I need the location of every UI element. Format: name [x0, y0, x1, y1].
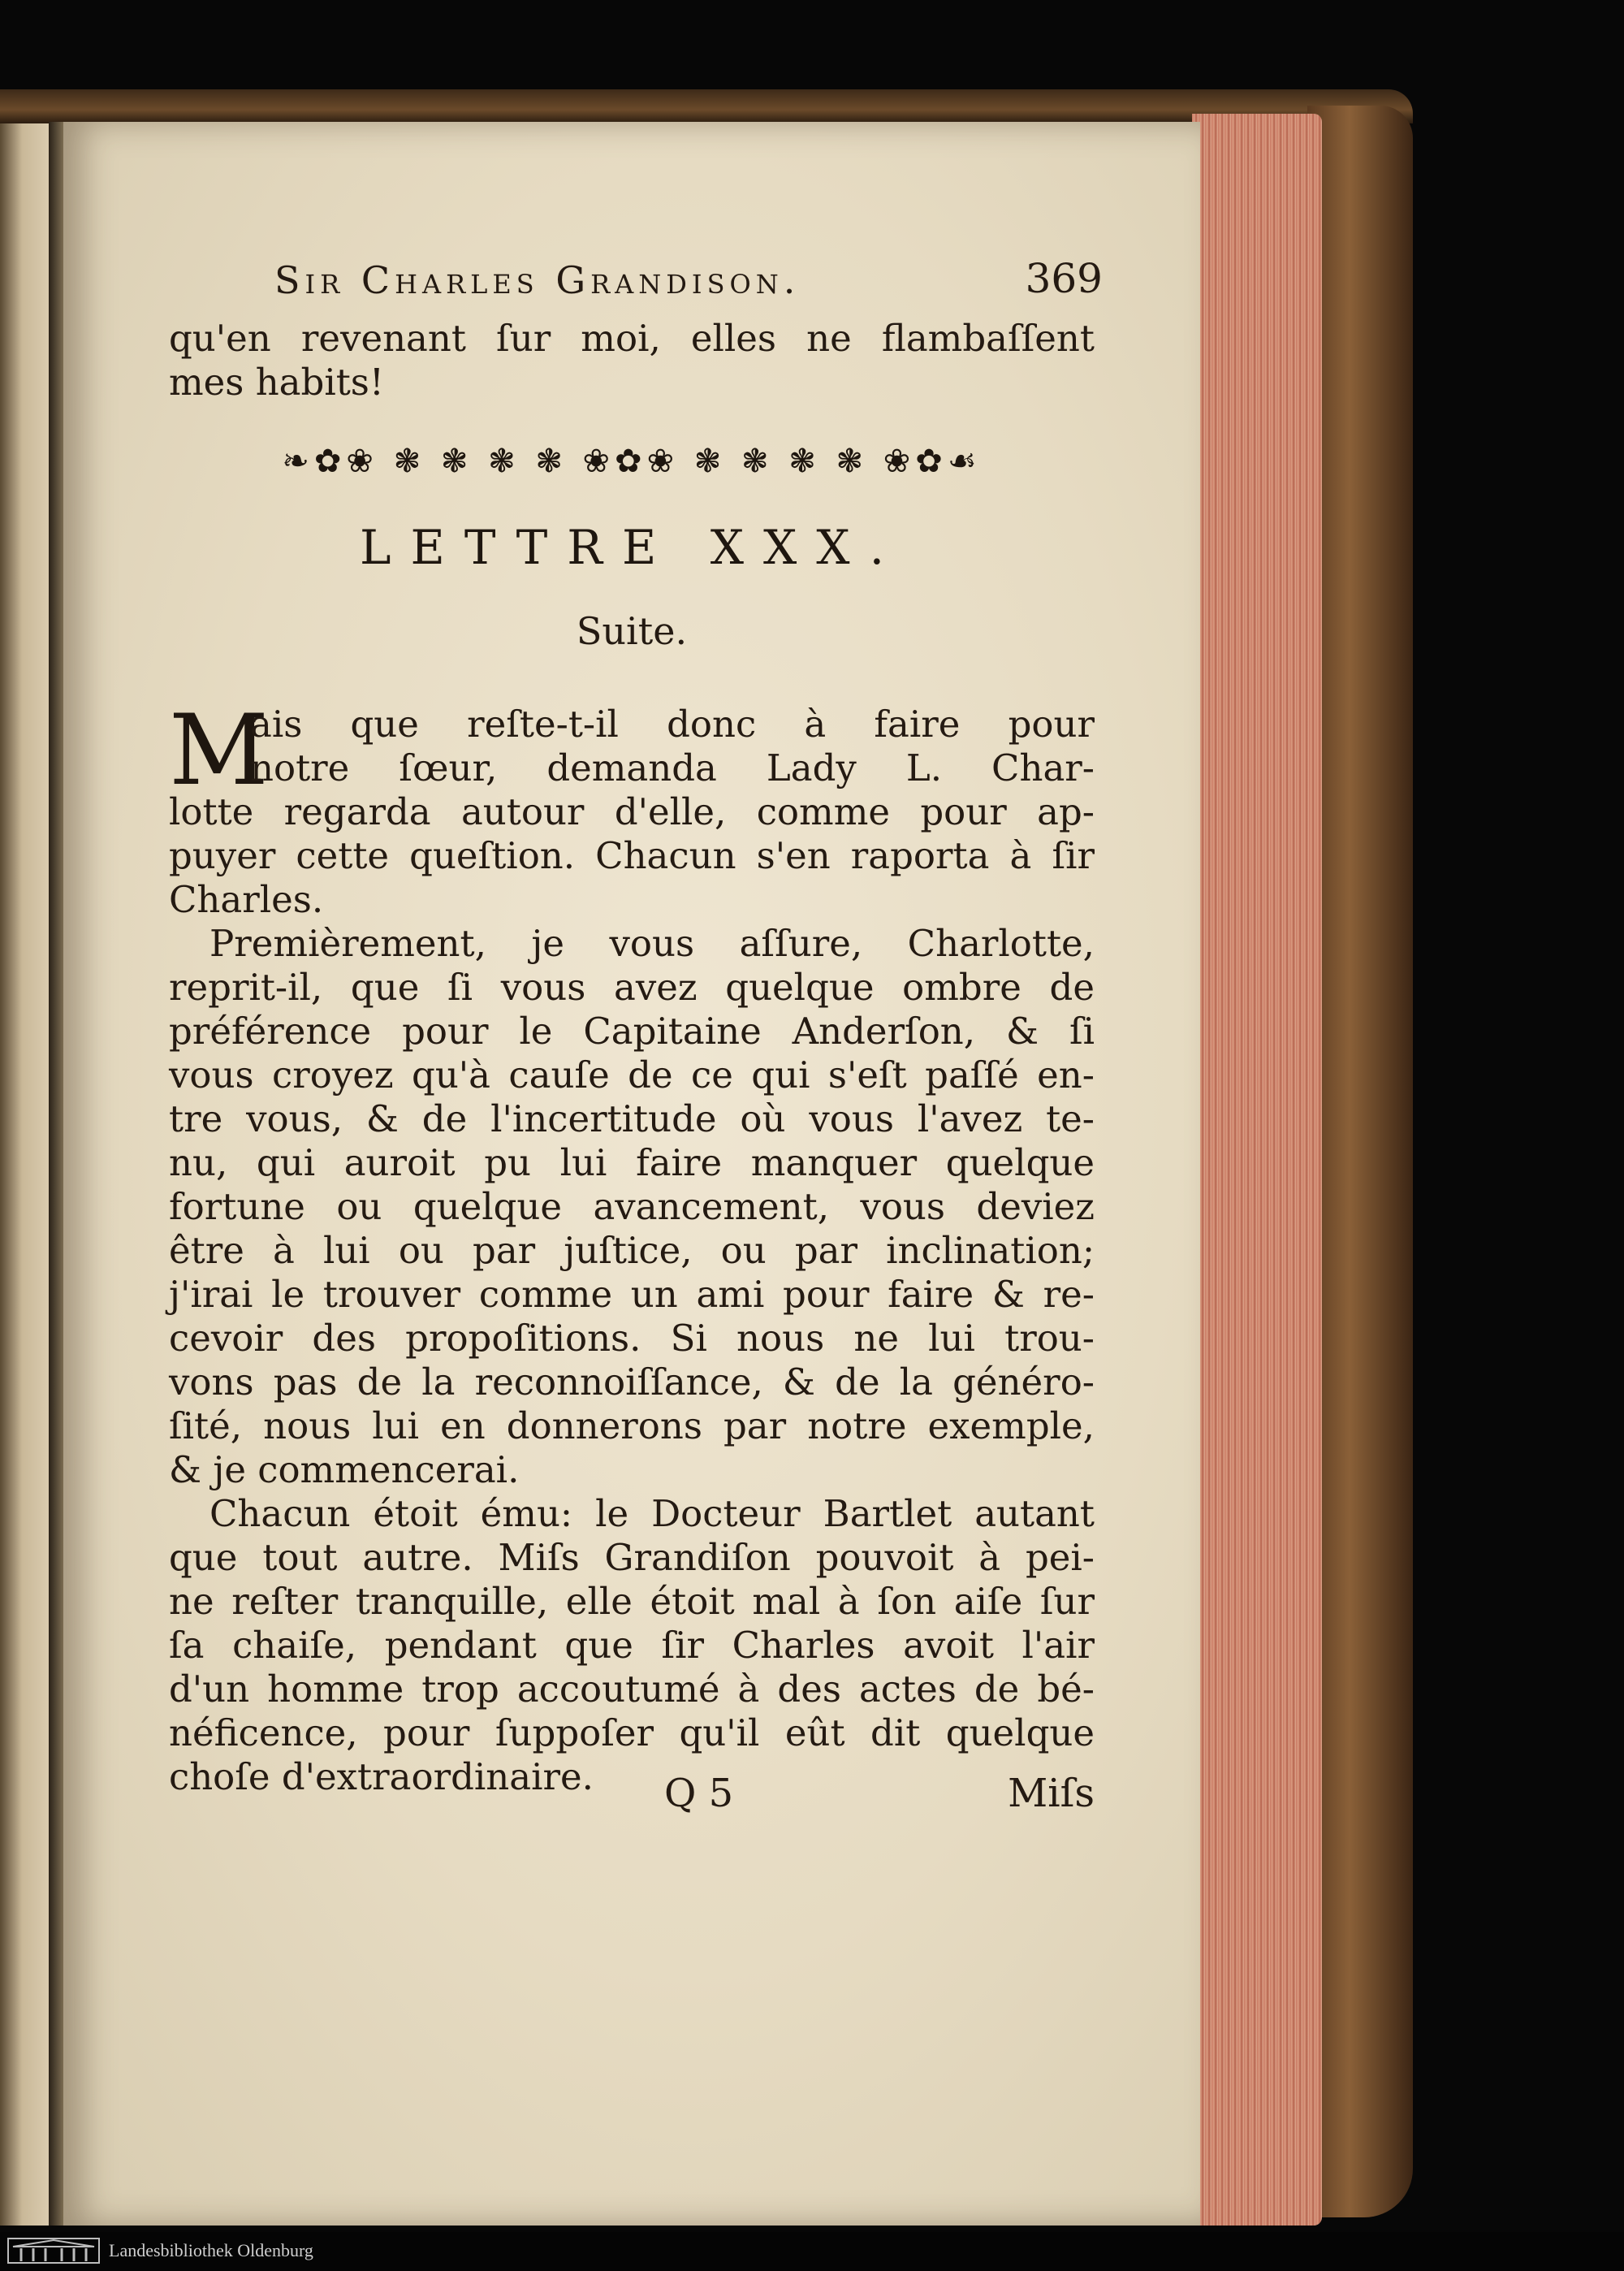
text-line: j'irai le trouver comme un ami pour faire & re-	[169, 1273, 1095, 1316]
text-line: vous croyez qu'à cauſe de ce qui s'eſt paſſé en-	[169, 1053, 1095, 1097]
text-line: ais que reſte-t-il donc à faire pour	[250, 703, 1095, 746]
text-line: nu, qui auroit pu lui faire manquer quelque	[169, 1141, 1095, 1184]
text-line: lotte regarda autour d'elle, comme pour ap-	[169, 790, 1095, 833]
running-head-title: Sir Charles Grandison.	[274, 258, 801, 302]
book-page	[63, 122, 1200, 2226]
page-foot	[169, 1771, 1095, 1819]
text-line: reprit-il, que ſi vous avez quelque ombre de	[169, 966, 1095, 1009]
signature-mark: Q 5	[664, 1771, 734, 1816]
letter-title: LETTRE XXX.	[359, 520, 905, 575]
text-line: préférence pour le Capitaine Anderſon, & ſi	[169, 1010, 1095, 1053]
text-line: que tout autre. Miſs Grandiſon pouvoit à pei-	[169, 1536, 1095, 1579]
book-cover-spine	[1307, 106, 1413, 2217]
text-line: mes habits!	[169, 361, 384, 404]
text-line: ne reſter tranquille, elle étoit mal à ſon aiſe ſur	[169, 1580, 1095, 1623]
text-line: puyer cette queſtion. Chacun s'en raporta à ſir	[169, 834, 1095, 877]
text-line: être à lui ou par juſtice, ou par inclination;	[169, 1229, 1095, 1272]
text-line: notre ſœur, demanda Lady L. Char-	[250, 746, 1095, 789]
catchword: Miſs	[1008, 1771, 1095, 1816]
library-name: Landesbibliothek Oldenburg	[109, 2240, 313, 2260]
text-line: & je commencerai.	[169, 1448, 520, 1491]
text-line: Chacun étoit ému: le Docteur Bartlet autant	[209, 1492, 1095, 1535]
library-building-icon	[5, 2235, 102, 2266]
text-line: fortune ou quelque avancement, vous deviez	[169, 1185, 1095, 1228]
text-line: vons pas de la reconnoiſſance, & de la généro-	[169, 1360, 1095, 1404]
page-number: 369	[1025, 255, 1103, 302]
text-line: Charles.	[169, 878, 324, 921]
running-head	[161, 252, 1103, 309]
text-line: Premièrement, je vous aſſure, Charlotte,	[209, 922, 1095, 965]
text-line: tre vous, & de l'incertitude où vous l'avez te-	[169, 1097, 1095, 1140]
text-line: cevoir des propoſitions. Si nous ne lui trou-	[169, 1317, 1095, 1360]
text-line: choſe d'extraordinaire.	[169, 1755, 594, 1798]
text-line: ſité, nous lui en donnerons par notre exemple,	[169, 1404, 1095, 1447]
text-line: qu'en revenant ſur moi, elles ne flambaſſent	[169, 317, 1095, 360]
ornamental-divider: ❧✿❀ ❃ ❃ ❃ ❃ ❀✿❀ ❃ ❃ ❃ ❃ ❀✿☙	[282, 443, 982, 480]
text-line: ſa chaiſe, pendant que ſir Charles avoit l'air	[169, 1624, 1095, 1667]
letter-subtitle: Suite.	[576, 609, 688, 653]
page-block-edges	[1192, 114, 1322, 2226]
text-line: d'un homme trop accoutumé à des actes de bé-	[169, 1668, 1095, 1711]
drop-cap: M	[169, 694, 269, 807]
text-line: néficence, pour ſuppoſer qu'il eût dit quelque	[169, 1711, 1095, 1754]
